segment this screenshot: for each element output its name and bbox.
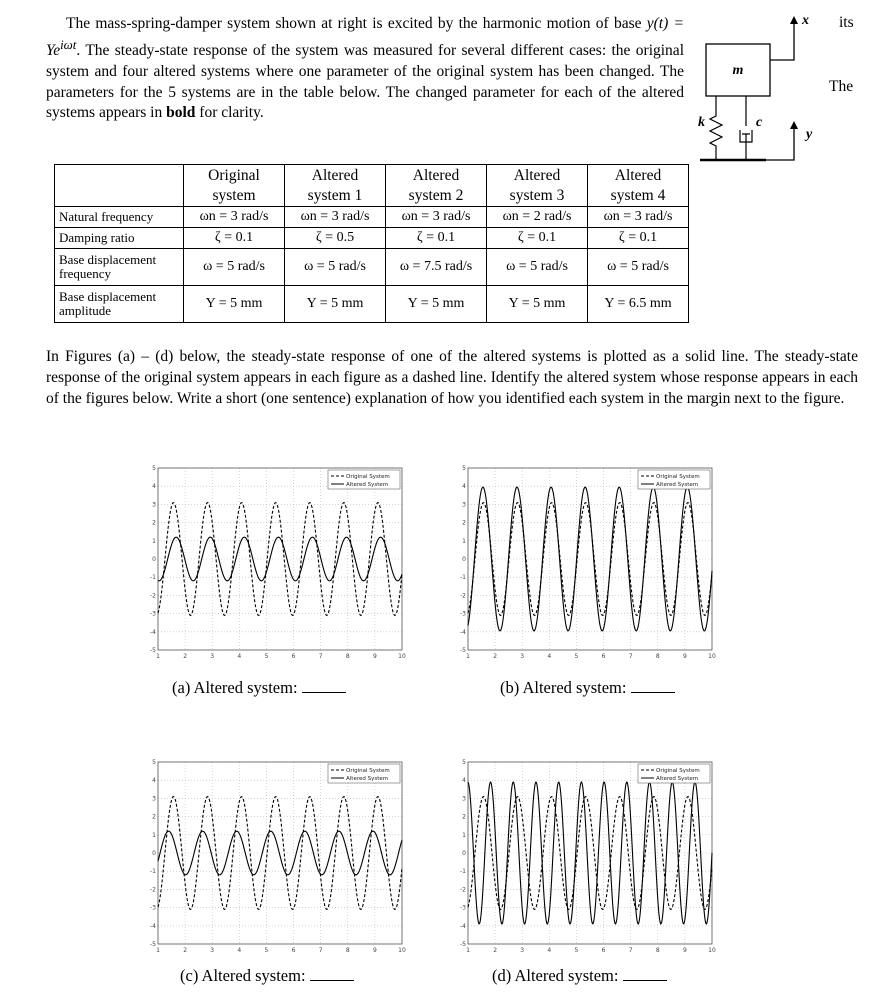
x-tick-label: 1 (156, 947, 160, 954)
y-arrow-line (766, 126, 794, 160)
y-tick-label: 4 (152, 777, 156, 785)
x-tick-label: 1 (156, 653, 160, 660)
table-row (55, 228, 689, 249)
x-tick-label: 9 (372, 947, 377, 954)
plot-d (456, 756, 718, 956)
table-cell: Y = 5 mm (386, 286, 487, 323)
table-cell: ω = 5 rad/s (184, 249, 285, 286)
y-tick-label: 2 (462, 519, 466, 527)
x-tick-label: 3 (210, 947, 215, 954)
header-altered-3: Altered system 3 (487, 165, 588, 207)
y-arrowhead (790, 121, 798, 129)
table-cell: ωn = 2 rad/s (487, 207, 588, 228)
y-tick-label: -3 (150, 610, 156, 618)
x-tick-label: 5 (264, 653, 269, 660)
y-tick-label: 3 (152, 501, 156, 509)
x-tick-label: 2 (183, 947, 188, 954)
y-tick-label: 2 (462, 813, 466, 821)
y-tick-label: -1 (460, 868, 466, 876)
x-tick-label: 8 (655, 947, 660, 954)
legend-original-label: Original System (656, 474, 700, 480)
x-tick-label: 3 (520, 653, 525, 660)
y-label: y (806, 127, 813, 142)
header-altered-4: Altered system 4 (588, 165, 689, 207)
header-altered-1: Altered system 1 (285, 165, 386, 207)
x-tick-label: 4 (547, 947, 552, 954)
answer-blank (623, 966, 667, 981)
x-arrowhead (790, 16, 798, 24)
y-tick-label: 0 (152, 850, 156, 857)
y-tick-label: 0 (152, 556, 156, 563)
table-cell: Y = 6.5 mm (588, 286, 689, 323)
x-tick-label: 4 (547, 653, 552, 660)
y-tick-label: -4 (150, 922, 156, 930)
x-tick-label: 1 (466, 947, 470, 954)
x-tick-label: 3 (210, 653, 215, 660)
caption-c: (c) Altered system: (180, 966, 354, 986)
answer-blank (310, 966, 354, 981)
x-tick-label: 2 (183, 653, 188, 660)
table-corner (55, 165, 184, 207)
x-tick-label: 4 (237, 947, 242, 954)
x-tick-label: 10 (708, 947, 716, 954)
table-row (55, 286, 689, 323)
y-tick-label: -4 (150, 628, 156, 636)
y-tick-label: -5 (460, 647, 466, 654)
legend-altered-label: Altered System (346, 776, 389, 782)
table-cell: ζ = 0.5 (285, 228, 386, 249)
y-tick-label: -3 (460, 610, 466, 618)
x-tick-label: 6 (291, 653, 296, 660)
table-row (55, 249, 689, 286)
table-cell: ωn = 3 rad/s (588, 207, 689, 228)
y-tick-label: -2 (460, 592, 466, 600)
x-tick-label: 7 (318, 653, 323, 660)
y-tick-label: 1 (152, 831, 156, 839)
x-label: x (802, 13, 809, 28)
y-tick-label: 3 (152, 795, 156, 803)
answer-blank (302, 678, 346, 693)
y-tick-label: -1 (150, 868, 156, 876)
x-tick-label: 1 (466, 653, 470, 660)
row-label: Base displacement frequency (55, 249, 184, 286)
plot-b (456, 462, 718, 662)
y-tick-label: -4 (460, 922, 466, 930)
x-tick-label: 7 (318, 947, 323, 954)
x-tick-label: 3 (520, 947, 525, 954)
intro-bold-word: bold (166, 104, 196, 122)
row-label: Base displacement amplitude (55, 286, 184, 323)
y-tick-label: -4 (460, 628, 466, 636)
table-cell: ωn = 3 rad/s (285, 207, 386, 228)
mass-label: m (732, 63, 744, 78)
table-cell: ζ = 0.1 (386, 228, 487, 249)
plot-a (146, 462, 408, 662)
y-tick-label: 4 (462, 777, 466, 785)
y-tick-label: 5 (462, 759, 466, 766)
y-tick-label: 1 (462, 831, 466, 839)
table-cell: ωn = 3 rad/s (386, 207, 487, 228)
spring (710, 96, 722, 160)
x-tick-label: 7 (628, 653, 633, 660)
x-tick-label: 7 (628, 947, 633, 954)
legend-altered-label: Altered System (656, 776, 699, 782)
y-tick-label: -3 (150, 904, 156, 912)
x-tick-label: 5 (574, 947, 579, 954)
y-tick-label: -5 (460, 941, 466, 948)
intro-text-a: The mass-spring-damper system shown at right is excited by the harmonic motion of base (66, 15, 647, 32)
intro-paragraph (46, 14, 684, 124)
x-tick-label: 10 (708, 653, 716, 660)
y-tick-label: -2 (460, 886, 466, 894)
base-expression: y(t) = Ye (46, 15, 684, 59)
y-tick-label: 1 (462, 537, 466, 545)
table-cell: Y = 5 mm (285, 286, 386, 323)
y-tick-label: 4 (462, 483, 466, 491)
x-arrow-line (770, 20, 794, 60)
x-tick-label: 8 (655, 653, 660, 660)
y-tick-label: 3 (462, 501, 466, 509)
header-original: Original system (184, 165, 285, 207)
caption-a: (a) Altered system: (172, 678, 346, 698)
x-tick-label: 5 (574, 653, 579, 660)
x-tick-label: 4 (237, 653, 242, 660)
y-tick-label: 2 (152, 519, 156, 527)
table-cell: Y = 5 mm (184, 286, 285, 323)
header-altered-2: Altered system 2 (386, 165, 487, 207)
y-tick-label: -5 (150, 647, 156, 654)
damper-label: c (756, 115, 763, 130)
x-tick-label: 9 (372, 653, 377, 660)
x-tick-label: 2 (493, 947, 498, 954)
plot-c (146, 756, 408, 956)
y-tick-label: 2 (152, 813, 156, 821)
table-cell: ω = 5 rad/s (588, 249, 689, 286)
damper (740, 96, 752, 160)
y-tick-label: 4 (152, 483, 156, 491)
x-tick-label: 10 (398, 947, 406, 954)
x-tick-label: 6 (601, 653, 606, 660)
x-tick-label: 10 (398, 653, 406, 660)
table-cell: ω = 5 rad/s (285, 249, 386, 286)
y-tick-label: -1 (150, 574, 156, 582)
aside-the: The (829, 78, 854, 95)
caption-d: (d) Altered system: (492, 966, 667, 986)
x-tick-label: 6 (291, 947, 296, 954)
x-tick-label: 5 (264, 947, 269, 954)
y-tick-label: -2 (150, 886, 156, 894)
row-label: Natural frequency (55, 207, 184, 228)
y-tick-label: 5 (152, 759, 156, 766)
y-tick-label: -5 (150, 941, 156, 948)
x-tick-label: 9 (682, 947, 687, 954)
intro-text-c: for clarity. (195, 104, 264, 122)
instructions-paragraph: In Figures (a) – (d) below, the steady-state response of one of the altered systems is plotted as a solid line. The steady-state response of the original system appears in each figure as a dashed line. Identify the altered system whose response appears in each of the figures below. Write a short (one sentence) explanation of how you identified each system in the margin next to the figure. (46, 348, 858, 407)
y-tick-label: 1 (152, 537, 156, 545)
x-tick-label: 6 (601, 947, 606, 954)
x-tick-label: 8 (345, 947, 350, 954)
y-tick-label: 0 (462, 556, 466, 563)
legend-original-label: Original System (346, 768, 390, 774)
caption-b: (b) Altered system: (500, 678, 675, 698)
legend-altered-label: Altered System (656, 482, 699, 488)
parameter-table (54, 164, 689, 323)
x-tick-label: 9 (682, 653, 687, 660)
x-tick-label: 8 (345, 653, 350, 660)
y-tick-label: 0 (462, 850, 466, 857)
table-cell: ω = 5 rad/s (487, 249, 588, 286)
legend-original-label: Original System (346, 474, 390, 480)
y-tick-label: 5 (462, 465, 466, 472)
row-label: Damping ratio (55, 228, 184, 249)
base-exponent: iωt (60, 36, 77, 52)
table-cell: ζ = 0.1 (588, 228, 689, 249)
y-tick-label: 3 (462, 795, 466, 803)
table-cell: ζ = 0.1 (184, 228, 285, 249)
legend-original-label: Original System (656, 768, 700, 774)
mass-spring-damper-diagram (690, 8, 830, 168)
spring-label: k (698, 115, 705, 130)
answer-blank (631, 678, 675, 693)
table-cell: ω = 7.5 rad/s (386, 249, 487, 286)
aside-its: its (839, 14, 854, 31)
table-cell: ζ = 0.1 (487, 228, 588, 249)
x-tick-label: 2 (493, 653, 498, 660)
table-header-row (55, 165, 689, 207)
y-tick-label: -2 (150, 592, 156, 600)
y-tick-label: 5 (152, 465, 156, 472)
y-tick-label: -1 (460, 574, 466, 582)
legend-altered-label: Altered System (346, 482, 389, 488)
table-cell: ωn = 3 rad/s (184, 207, 285, 228)
table-cell: Y = 5 mm (487, 286, 588, 323)
intro-text-b: . The steady-state response of the system was measured for several different cases: the original system and four altered systems where one parameter of the original system has been changed. The parameters for the 5 systems are in the table below. The changed parameter for each of the altered systems appears in (46, 41, 684, 122)
y-tick-label: -3 (460, 904, 466, 912)
table-row (55, 207, 689, 228)
